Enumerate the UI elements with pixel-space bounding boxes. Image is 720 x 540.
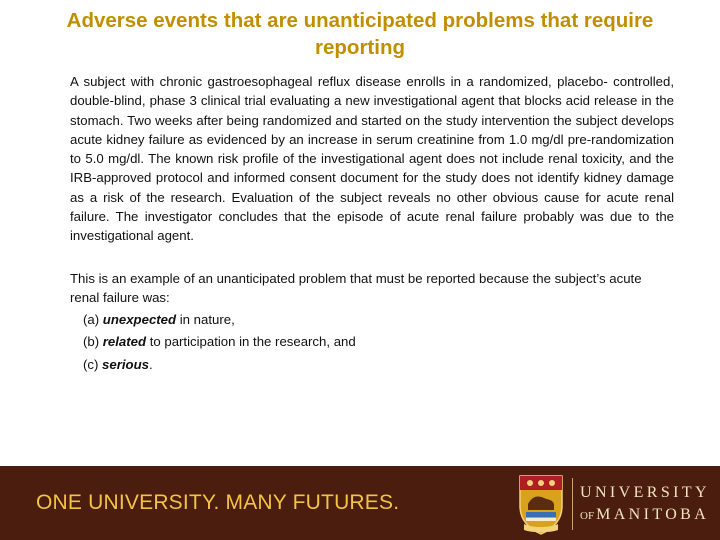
criterion-item: (b) related to participation in the research, and	[83, 334, 356, 350]
conclusion-statement: This is an example of an unanticipated problem that must be reported because the subject’s acute renal failure was:	[70, 270, 642, 305]
criterion-item: (c) serious.	[83, 356, 153, 372]
slide-body	[70, 72, 674, 376]
wordmark-of: OF	[580, 510, 595, 522]
case-description: A subject with chronic gastroesophageal reflux disease enrolls in a randomized, placebo- controlled, double-blind, phase 3 clinical trial evaluating a new investigational agent that blocks acid release in the stomach. Two weeks after being randomized and started on the study intervention the subject develops acute kidney failure as evidenced by an increase in serum creatinine from 1.0 mg/dl pre-randomization to 5.0 mg/dl. The known risk profile of the investigational agent does not include renal toxicity, and the IRB-approved protocol and informed consent document for the study does not identify kidney damage as a risk of the research. Evaluation of the subject reveals no other obvious cause for acute renal failure. The investigator concludes that the episode of acute renal failure probably was due to the investigational agent.	[70, 74, 674, 244]
criterion-term: related	[102, 334, 147, 350]
criterion-term: unexpected	[102, 311, 177, 327]
footer-divider	[572, 478, 573, 530]
criterion-item: (a) unexpected in nature,	[83, 311, 235, 327]
tagline: ONE UNIVERSITY. MANY FUTURES.	[36, 491, 400, 514]
wordmark-line2: MANITOBA	[596, 506, 710, 523]
criterion-term: serious	[102, 356, 149, 372]
footer-banner	[0, 466, 720, 540]
university-wordmark	[580, 482, 710, 527]
university-crest-icon	[516, 470, 566, 536]
slide-title: Adverse events that are unanticipated problems that require reporting	[66, 9, 654, 59]
wordmark-line1: UNIVERSITY	[580, 484, 710, 501]
criteria-list	[83, 309, 674, 377]
